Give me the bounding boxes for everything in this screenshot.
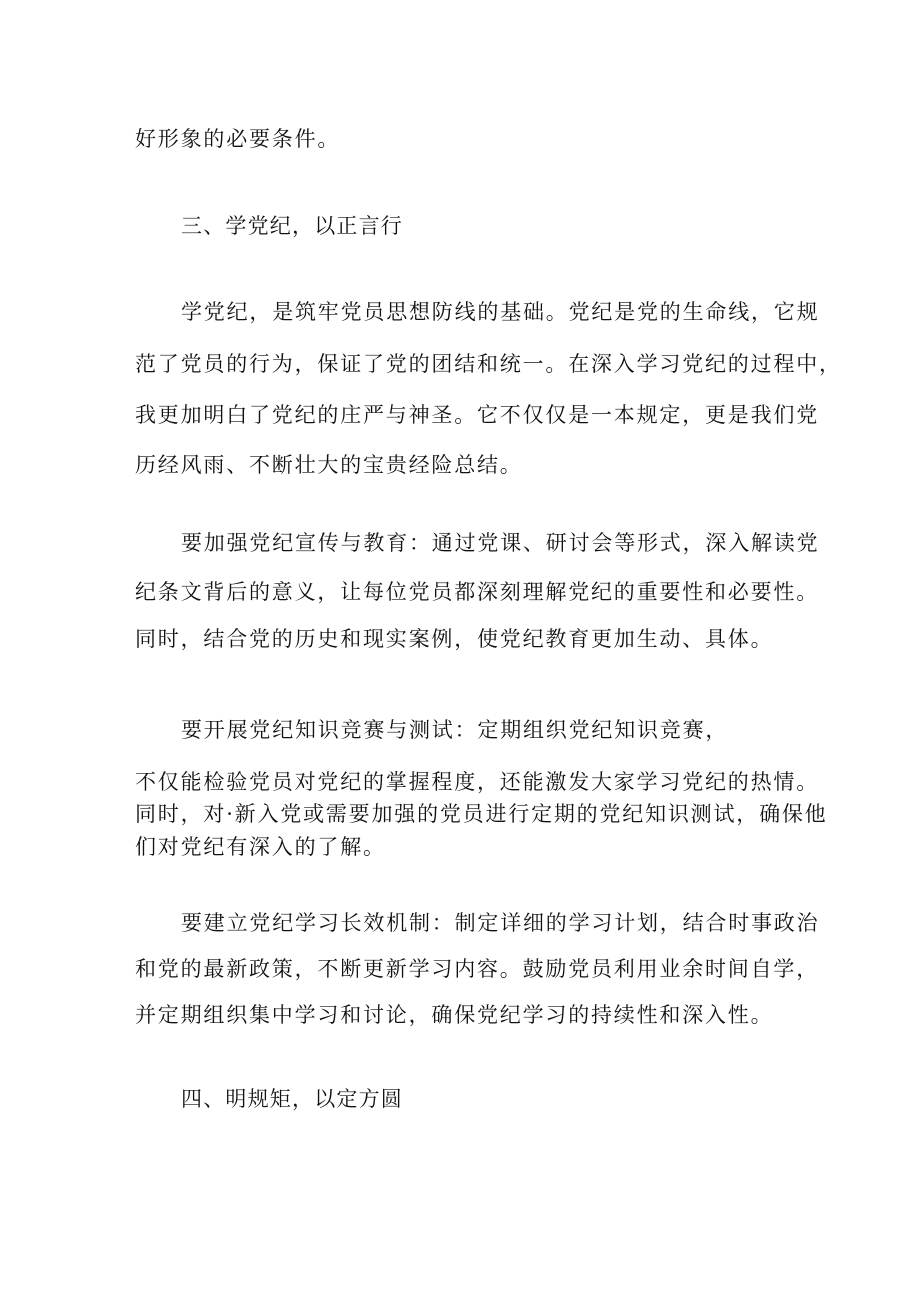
paragraph-3-line-3: 同时，对·新入党或需要加强的党员进行定期的党纪知识测试，确保他 (135, 802, 828, 826)
paragraph-1-line-1: 学党纪，是筑牢党员思想防线的基础。党纪是党的生命线，它规 (181, 300, 820, 324)
paragraph-2-line-2: 纪条文背后的意义，让每位党员都深刻理解党纪的重要性和必要性。 (135, 580, 819, 604)
paragraph-1-line-2: 范了党员的行为，保证了党的团结和统一。在深入学习党纪的过程中， (135, 352, 842, 376)
section-4-heading: 四、明规矩，以定方圆 (181, 1087, 403, 1111)
paragraph-2-line-3: 同时，结合党的历史和现实案例，使党纪教育更加生动、具体。 (135, 627, 774, 651)
paragraph-4-line-3: 并定期组织集中学习和讨论，确保党纪学习的持续性和深入性。 (135, 1003, 774, 1027)
paragraph-3-line-1: 要开展党纪知识竞赛与测试：定期组织党纪知识竞赛， (181, 718, 729, 742)
paragraph-4-line-1: 要建立党纪学习长效机制：制定详细的学习计划，结合时事政治 (181, 911, 820, 935)
paragraph-3-line-2: 不仅能检验党员对党纪的掌握程度，还能激发大家学习党纪的热情。 (135, 770, 819, 794)
paragraph-1-line-3: 我更加明白了党纪的庄严与神圣。它不仅仅是一本规定，更是我们党 (135, 403, 819, 427)
section-3-heading: 三、学党纪，以正言行 (181, 214, 403, 238)
paragraph-2-line-1: 要加强党纪宣传与教育：通过党课、研讨会等形式，深入解读党 (181, 531, 820, 555)
intro-tail-line: 好形象的必要条件。 (135, 127, 341, 151)
paragraph-4-line-2: 和党的最新政策，不断更新学习内容。鼓励党员利用业余时间自学， (135, 957, 819, 981)
paragraph-3-line-4: 们对党纪有深入的了解。 (135, 835, 386, 859)
paragraph-1-line-4: 历经风雨、不断壮大的宝贵经险总结。 (135, 453, 523, 477)
